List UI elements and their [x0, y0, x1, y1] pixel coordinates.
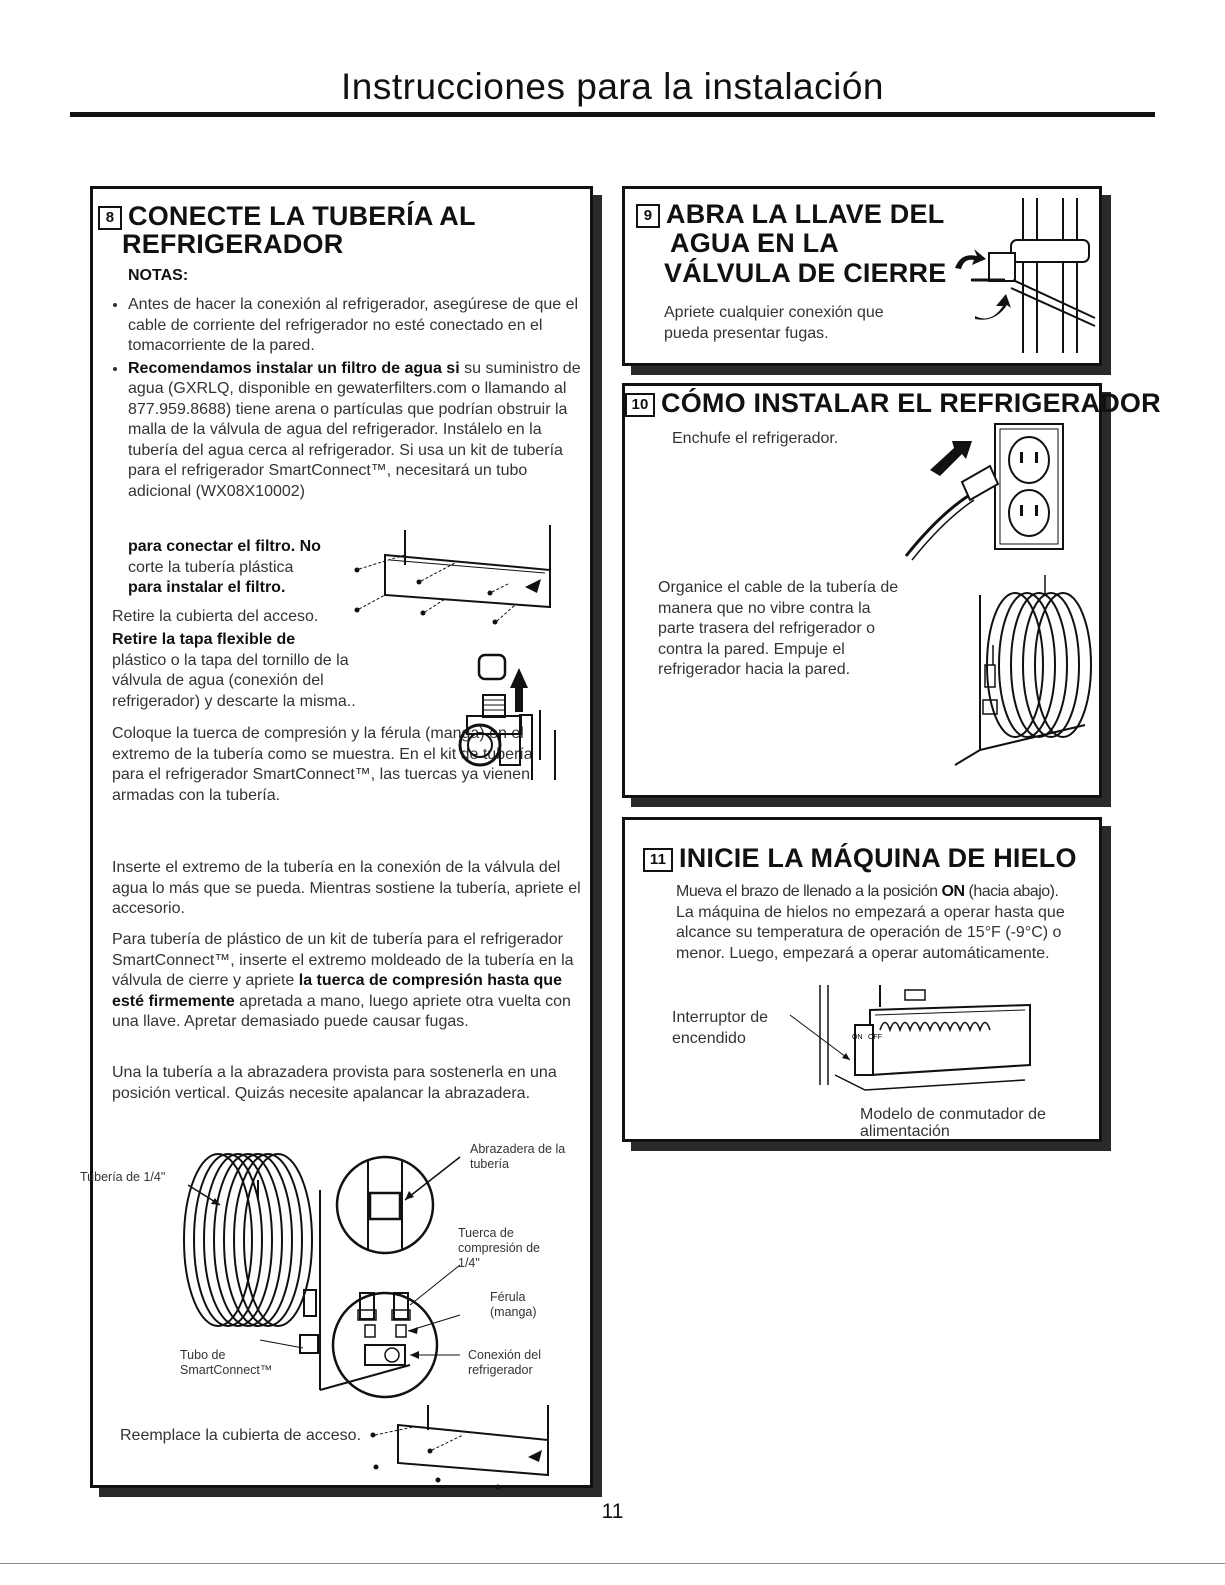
- outlet-plug-illustration: [900, 420, 1070, 560]
- caption-abrazadera: Abrazadera de la tubería: [470, 1142, 566, 1171]
- step11-number: 11: [643, 848, 673, 872]
- step8-notes: [112, 295, 582, 504]
- step8-heading: 8 CONECTE LA TUBERÍA AL: [98, 201, 476, 232]
- step8-number: 8: [98, 206, 122, 230]
- caption-tubo: Tubo de SmartConnect™: [180, 1348, 273, 1377]
- step9-text: Apriete cualquier conexión que pueda presentar fugas.: [664, 304, 884, 342]
- replace-cover-illustration: [368, 1405, 568, 1493]
- caption-tuberia: Tubería de 1/4": [80, 1170, 166, 1184]
- p-reemplace: Reemplace la cubierta de acceso.: [120, 1427, 362, 1444]
- note-2-continued: para conectar el filtro. No corte la tubería plástica para instalar el filtro.: [128, 538, 321, 596]
- step11-text: Mueva el brazo de llenado a la posición ON (hacia abajo). La máquina de hielos no empezará a operar hasta que alcance su temperatura de operación de 15°F (-9°C) o menor. Luego, empezará a operar automáticamente.: [676, 883, 1065, 962]
- note-2: • Recomendamos instalar un filtro de agua si su suministro de agua (GXRLQ, disponible en gewaterfilters.com o llamando al 877.959.8688) tiene arena o partículas que podrían obstruir la malla de la válvula de agua del refrigerador. Instálelo en la tubería del agua cerca al refrigerador. Si usa un kit de tubería para el refrigerador SmartConnect™, necesitará un tubo adicional (WX08X10002): [128, 359, 582, 503]
- bottom-rule: [0, 1563, 1225, 1564]
- p-retire-cubierta: Retire la cubierta del acceso.: [112, 608, 319, 625]
- caption-ferula: Férula (manga): [490, 1290, 537, 1319]
- step9-heading-line2: AGUA EN LA: [670, 228, 839, 258]
- page-number: 11: [601, 1500, 624, 1523]
- step11-heading: 11 INICIE LA MÁQUINA DE HIELO: [643, 843, 1077, 874]
- title-rule: [70, 112, 1155, 117]
- detail-magnifier: [310, 1145, 480, 1405]
- switch-off-label: OFF: [868, 1034, 882, 1041]
- step8-heading-line2: REFRIGERADOR: [122, 229, 344, 259]
- caption-interruptor: Interruptor de encendido: [672, 1009, 769, 1047]
- step10-heading: 10 CÓMO INSTALAR EL REFRIGERADOR: [625, 388, 1161, 419]
- caption-modelo: Modelo de conmutador de alimentación: [860, 1106, 1046, 1140]
- p-inserte: Inserte el extremo de la tubería en la conexión de la válvula del agua lo más que se pueda. Mientras sostiene la tubería, apriete el accesorio.: [112, 859, 581, 917]
- access-cover-illustration: [345, 525, 575, 635]
- step8-notes-label: NOTAS:: [128, 267, 189, 284]
- step9-number: 9: [636, 204, 660, 228]
- step9-heading-line3: VÁLVULA DE CIERRE: [664, 258, 947, 288]
- shutoff-valve-illustration: [945, 198, 1095, 358]
- p-para: Para tubería de plástico de un kit de tubería para el refrigerador SmartConnect™, inserte el extremo moldeado de la tubería en la válvula de cierre y apriete la tuerca de compresión hasta que esté firmemente apretada a mano, luego apriete otra vuelta con una llave. Apretar demasiado puede causar fugas.: [112, 931, 574, 1030]
- step10-text-2: Organice el cable de la tubería de manera que no vibre contra la parte trasera del refrigerador o contra la pared. Empuje el refrigerador hacia la pared.: [658, 579, 899, 678]
- caption-tuerca: Tuerca de compresión de 1/4": [458, 1226, 540, 1270]
- caption-conexion: Conexión del refrigerador: [468, 1348, 541, 1377]
- p-retire-tapa: Retire la tapa flexible de plástico o la tapa del tornillo de la válvula de agua (conexión del refrigerador) y descarte la misma..: [112, 631, 356, 710]
- step10-number: 10: [625, 393, 655, 417]
- p-una: Una la tubería a la abrazadera provista para sostenerla en una posición vertical. Quizás necesite apalancar la abrazadera.: [112, 1064, 557, 1102]
- page-title: Instrucciones para la instalación: [340, 66, 884, 107]
- note-1: • Antes de hacer la conexión al refrigerador, asegúrese de que el cable de corriente del refrigerador no esté conectado en el tomacorriente de la pared.: [128, 295, 582, 357]
- step10-text-1: Enchufe el refrigerador.: [672, 430, 839, 447]
- p-coloque: Coloque la tuerca de compresión y la férula (manga) en el extremo de la tubería como se muestra. En el kit de tubería para el refrigerador SmartConnect™, las tuercas ya vienen armadas con la tubería.: [112, 725, 533, 804]
- switch-on-label: ON: [852, 1034, 863, 1041]
- icemaker-illustration: [780, 985, 1040, 1105]
- valve-cap-illustration: [455, 650, 575, 785]
- step9-heading: 9 ABRA LA LLAVE DEL: [636, 199, 944, 230]
- tubing-coil-illustration: [945, 575, 1095, 785]
